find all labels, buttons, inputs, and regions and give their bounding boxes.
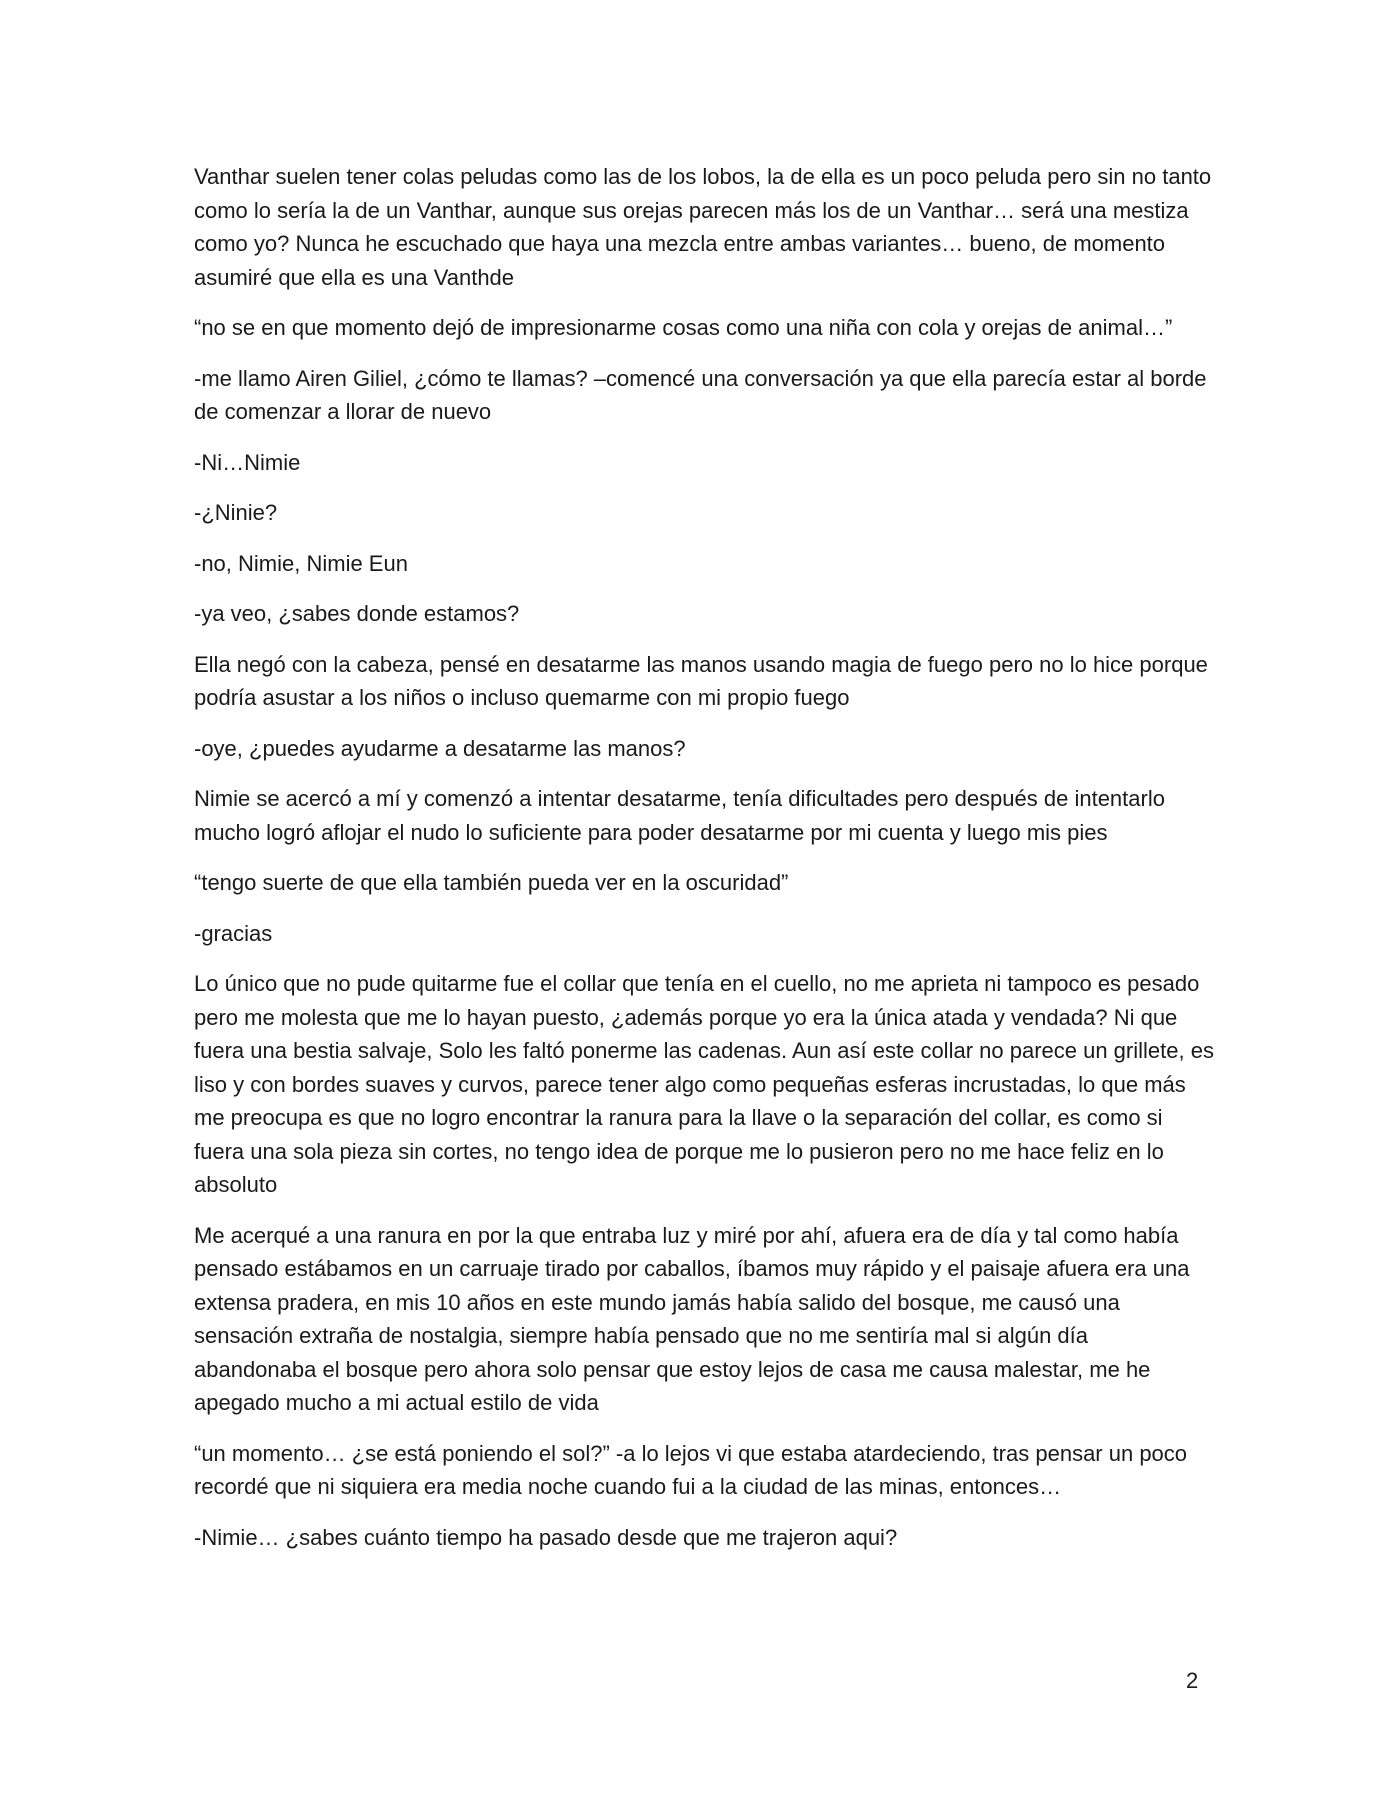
paragraph: -no, Nimie, Nimie Eun xyxy=(194,550,408,576)
paragraph: -oye, ¿puedes ayudarme a desatarme las manos? xyxy=(194,735,686,761)
paragraph: -Ni…Nimie xyxy=(194,449,301,475)
paragraph: -Nimie… ¿sabes cuánto tiempo ha pasado desde que me trajeron aqui? xyxy=(194,1524,898,1550)
paragraph: -me llamo Airen Giliel, ¿cómo te llamas? –comencé una conversación ya que ella parecía estar al borde de comenzar a llorar de nuevo xyxy=(194,365,1207,424)
paragraph: -ya veo, ¿sabes donde estamos? xyxy=(194,601,520,626)
paragraph: Lo único que no pude quitarme fue el collar que tenía en el cuello, no me aprieta ni tampoco es pesado pero me molesta que me lo hayan puesto, ¿además porque yo era la única atada y vendada? Ni que fuera una bestia salvaje, Solo les faltó ponerme las cadenas. Aun así este collar no parece un grillete, es liso y con bordes suaves y curvos, parece tener algo como pequeñas esferas incrustadas, lo que más me preocupa es que no logro encontrar la ranura para la llave o la separación del collar, es como si fuera una sola pieza sin cortes, no tengo idea de porque me lo pusieron pero no me hace feliz en lo absoluto xyxy=(194,971,1214,1197)
paragraph: “no se en que momento dejó de impresionarme cosas como una niña con cola y orejas de animal…” xyxy=(194,315,1173,340)
paragraph: Me acerqué a una ranura en por la que entraba luz y miré por ahí, afuera era de día y tal como había pensado estábamos en un carruaje tirado por caballos, íbamos muy rápido y el paisaje afuera era una extensa pradera, en mis 10 años en este mundo jamás había salido del bosque, me causó una sensación extraña de nostalgia, siempre había pensado que no me sentiría mal si algún día abandonaba el bosque pero ahora solo pensar que estoy lejos de casa me causa malestar, me he apegado mucho a mi actual estilo de vida xyxy=(194,1222,1190,1415)
page-number: 2 xyxy=(1186,1668,1199,1693)
document-body xyxy=(194,160,1214,1571)
paragraph: Vanthar suelen tener colas peludas como las de los lobos, la de ella es un poco peluda pero sin no tanto como lo sería la de un Vanthar, aunque sus orejas parecen más los de un Vanthar… será una mestiza como yo? Nunca he escuchado que haya una mezcla entre ambas variantes… bueno, de momento asumiré que ella es una Vanthde xyxy=(194,164,1212,290)
paragraph: “tengo suerte de que ella también pueda ver en la oscuridad” xyxy=(194,870,789,895)
paragraph: -¿Ninie? xyxy=(194,500,278,525)
paragraph: -gracias xyxy=(194,920,273,946)
paragraph: Nimie se acercó a mí y comenzó a intentar desatarme, tenía dificultades pero después de intentarlo mucho logró aflojar el nudo lo suficiente para poder desatarme por mi cuenta y luego mis pies xyxy=(194,786,1165,845)
paragraph: Ella negó con la cabeza, pensé en desatarme las manos usando magia de fuego pero no lo hice porque podría asustar a los niños o incluso quemarme con mi propio fuego xyxy=(194,651,1208,710)
paragraph: “un momento… ¿se está poniendo el sol?” -a lo lejos vi que estaba atardeciendo, tras pensar un poco recordé que ni siquiera era media noche cuando fui a la ciudad de las minas, entonces… xyxy=(194,1440,1188,1499)
